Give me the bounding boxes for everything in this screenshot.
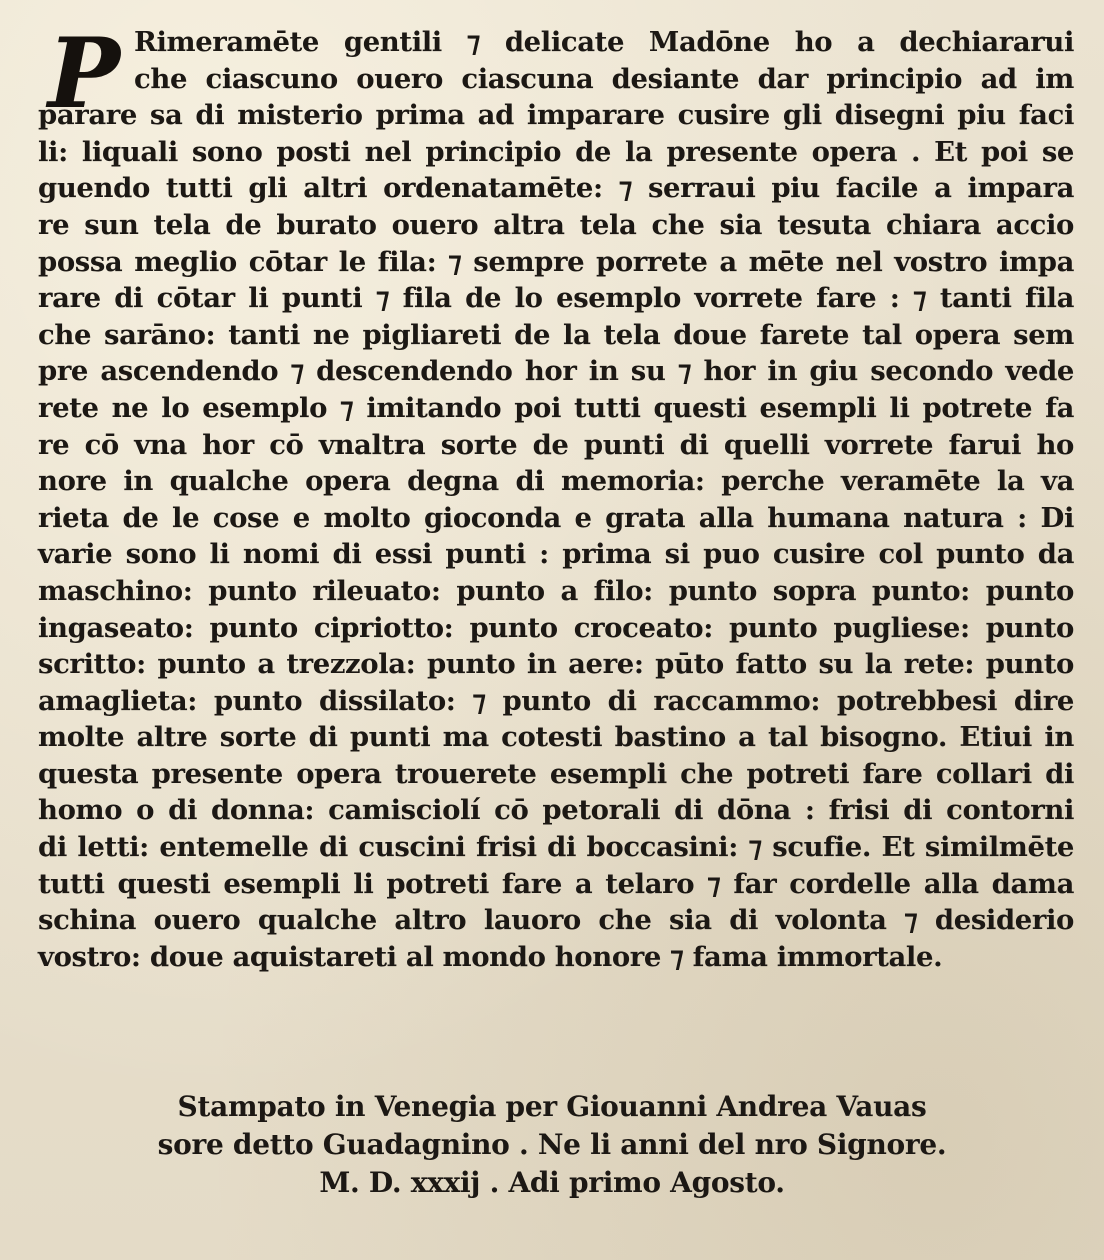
text-line: Rimeramēte gentili ⁊ delicate Madōne ho a dechiararui: [134, 26, 1074, 58]
main-text-block: [38, 17, 1074, 975]
text-line: tutti questi esempli li potreti fare a telaro ⁊ far cordelle alla dama: [38, 867, 1074, 900]
text-line: di letti: entemelle di cuscini frisi di boccasini: ⁊ scufie. Et similmēte: [38, 831, 1074, 864]
text-line: rare di cōtar li punti ⁊ fila de lo esemplo vorrete fare : ⁊ tanti fila: [38, 282, 1074, 315]
text-line: parare sa di misterio prima ad imparare cusire gli disegni piu faci: [38, 99, 1074, 132]
text-line: pre ascendendo ⁊ descendendo hor in su ⁊ hor in giu secondo vede: [38, 355, 1074, 388]
text-line: homo o di donna: camisciolí cō petorali di dōna : frisi di contorni: [38, 794, 1074, 827]
text-line: nore in qualche opera degna di memoria: perche veramēte la va: [38, 465, 1074, 498]
text-line: re sun tela de burato ouero altra tela che sia tesuta chiara accio: [38, 208, 1074, 241]
decorated-initial: P: [47, 17, 121, 130]
text-line: schina ouero qualche altro lauoro che sia di volonta ⁊ desiderio: [38, 904, 1074, 937]
colophon-line: sore detto Guadagnino . Ne li anni del nro Signore.: [157, 1128, 947, 1161]
text-line: amaglieta: punto dissilato: ⁊ punto di raccammo: potrebbesi dire: [38, 684, 1074, 717]
text-line: li: liquali sono posti nel principio de la presente opera . Et poi se: [38, 135, 1074, 168]
text-line: che ciascuno ouero ciascuna desiante dar principio ad im: [134, 62, 1074, 95]
text-line: vostro: doue aquistareti al mondo honore ⁊ fama immortale.: [38, 940, 943, 973]
text-line: molte altre sorte di punti ma cotesti bastino a tal bisogno. Etiui in: [38, 721, 1074, 754]
text-line: rete ne lo esemplo ⁊ imitando poi tutti questi esempli li potrete fa: [38, 391, 1074, 424]
text-line: maschino: punto rileuato: punto a filo: punto sopra punto: punto: [38, 574, 1074, 607]
text-line: ingaseato: punto cipriotto: punto croceato: punto pugliese: punto: [38, 611, 1074, 644]
text-line: scritto: punto a trezzola: punto in aere: pūto fatto su la rete: punto: [38, 648, 1074, 681]
text-line: possa meglio cōtar le fila: ⁊ sempre porrete a mēte nel vostro impa: [38, 245, 1074, 278]
text-line: varie sono li nomi di essi punti : prima si puo cusire col punto da: [38, 538, 1074, 571]
colophon-line: M. D. xxxij . Adi primo Agosto.: [319, 1166, 785, 1199]
text-line: guendo tutti gli altri ordenatamēte: ⁊ serraui piu facile a impara: [38, 172, 1074, 205]
text-line: re cō vna hor cō vnaltra sorte de punti di quelli vorrete farui ho: [38, 428, 1074, 461]
text-line: che sarāno: tanti ne pigliareti de la tela doue farete tal opera sem: [38, 318, 1074, 351]
text-line: questa presente opera trouerete esempli che potreti fare collari di: [38, 757, 1074, 790]
text-line: rieta de le cose e molto gioconda e grata alla humana natura : Di: [38, 501, 1074, 534]
colophon-line: Stampato in Venegia per Giouanni Andrea Vauas: [177, 1090, 927, 1123]
colophon: [40, 1088, 1064, 1202]
